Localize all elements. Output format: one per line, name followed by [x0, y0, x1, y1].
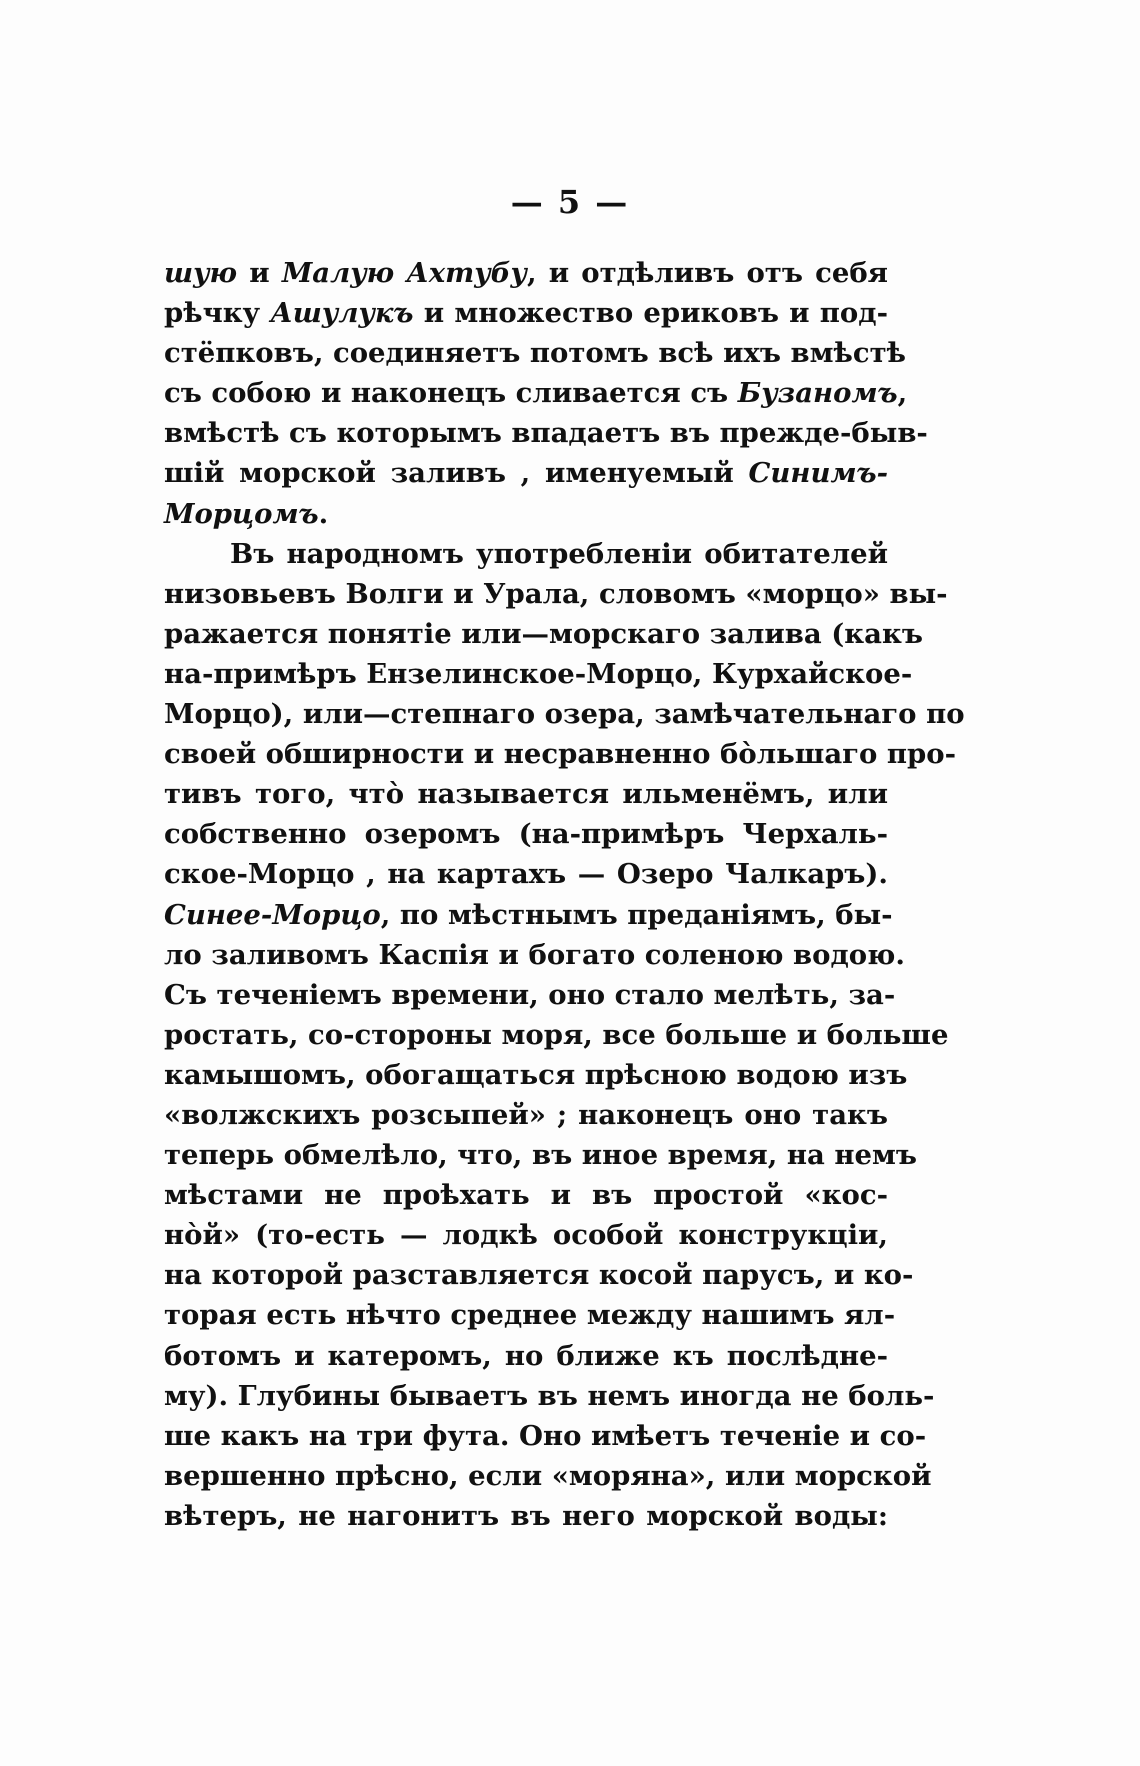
text-line: вѣтеръ, не нагонитъ въ него морской воды: — [164, 1499, 888, 1532]
text-line: на которой разставляется косой парусъ, и ко- — [164, 1259, 914, 1292]
text-line: стёпковъ, соединяетъ потомъ всѣ ихъ вмѣстѣ — [164, 337, 907, 370]
text-line: Съ теченіемъ времени, оно стало мелѣть, за- — [164, 978, 896, 1011]
text-line: мѣстами не проѣхать и въ простой «кос- — [164, 1179, 888, 1212]
text-line: теперь обмелѣло, что, въ иное время, на немъ — [164, 1139, 917, 1172]
text-line: ше какъ на три фута. Оно имѣетъ теченіе и со- — [164, 1419, 927, 1452]
paragraph-2 — [164, 534, 965, 1536]
text-line: ло заливомъ Каспія и богато соленою водою. — [164, 938, 905, 971]
text-line: Морцомъ. — [164, 497, 329, 530]
text-line: на-примѣръ Ензелинское-Морцо, Курхайское- — [164, 657, 913, 690]
text-line: му). Глубины бываетъ въ немъ иногда не боль- — [164, 1379, 935, 1412]
text-line: собственно озеромъ (на-примѣръ Черхаль- — [164, 818, 888, 851]
text-line: Въ народномъ употребленіи обитателей — [230, 537, 888, 570]
text-line: «волжскихъ розсыпей» ; наконецъ оно такъ — [164, 1098, 888, 1131]
text-line: своей обширности и несравненно бо̀льшаго про- — [164, 738, 957, 771]
body-text — [164, 253, 965, 1536]
text-line: камышомъ, обогащаться прѣсною водою изъ — [164, 1058, 908, 1091]
text-line: ростать, со-стороны моря, все больше и больше — [164, 1018, 949, 1051]
text-line: торая есть нѣчто среднее между нашимъ ял- — [164, 1299, 896, 1332]
paragraph-1 — [164, 253, 928, 534]
text-line: ботомъ и катеромъ, но ближе къ послѣдне- — [164, 1339, 888, 1372]
text-line: шую и Малую Ахтубу, и отдѣливъ отъ себя — [164, 257, 889, 289]
text-line: ское-Морцо , на картахъ — Озеро Чалкаръ). — [164, 858, 888, 891]
text-line: Синее-Морцо, по мѣстнымъ преданіямъ, бы- — [164, 898, 893, 931]
page-number: — 5 — — [510, 183, 630, 221]
text-line: ражается понятіе или—морскаго залива (какъ — [164, 617, 923, 650]
text-line: вершенно прѣсно, если «моряна», или морской — [164, 1459, 932, 1492]
text-line: тивъ того, что̀ называется ильменёмъ, или — [164, 778, 888, 811]
text-line: съ собою и наконецъ сливается съ Бузаномъ, — [164, 377, 908, 410]
text-line: вмѣстѣ съ которымъ впадаетъ въ прежде-быв- — [164, 417, 928, 450]
text-line: Морцо), или—степнаго озера, замѣчательнаго по — [164, 698, 965, 731]
text-line: рѣчку Ашулукъ и множество ериковъ и под- — [164, 297, 888, 330]
text-line: шій морской заливъ , именуемый Синимъ- — [164, 457, 888, 490]
text-line: но̀й» (то-есть — лодкѣ особой конструкціи, — [164, 1219, 888, 1252]
text-line: низовьевъ Волги и Урала, словомъ «морцо» вы- — [164, 577, 948, 610]
